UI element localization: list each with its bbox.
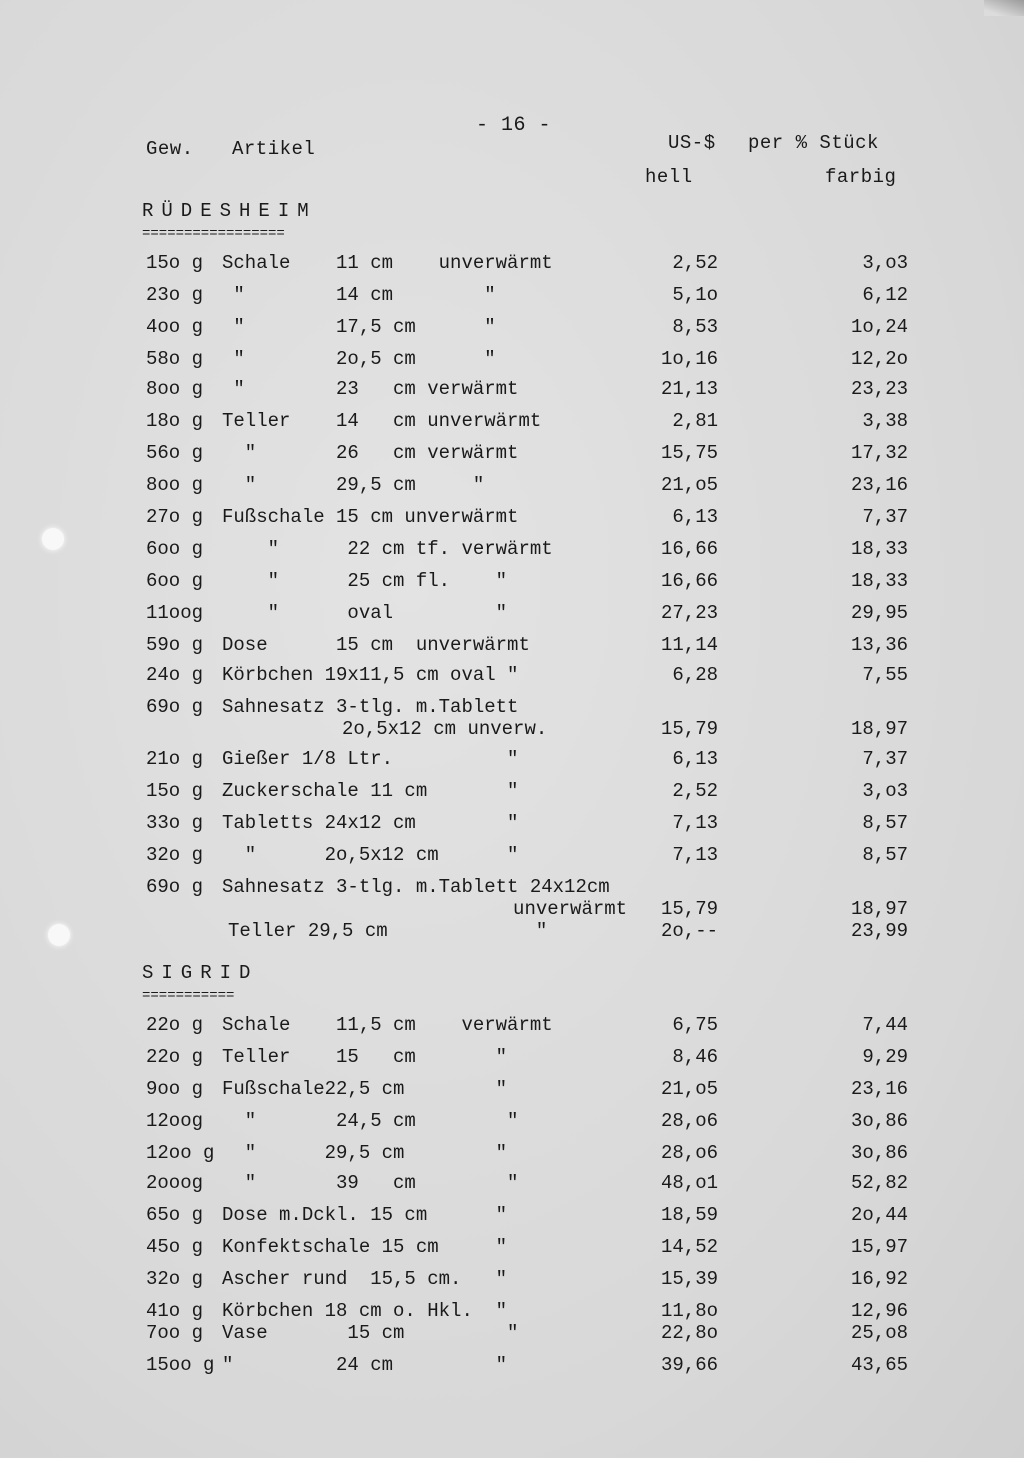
page-number: - 16 - [476, 114, 552, 137]
price-colored-cell: 6,12 [862, 284, 908, 306]
article-cell: Fußschale22,5 cm " [222, 1078, 508, 1100]
price-colored-cell: 23,23 [850, 378, 908, 400]
price-colored-cell: 8,57 [862, 844, 908, 866]
weight-cell: 7oo g [146, 1322, 204, 1344]
article-cell: Dose 15 cm unverwärmt [222, 634, 530, 656]
article-cell: Sahnesatz 3-tlg. m.Tablett [222, 696, 519, 718]
weight-cell: 15o g [146, 252, 204, 274]
weight-cell: 27o g [146, 506, 204, 528]
price-colored-cell: 13,36 [850, 634, 908, 656]
price-colored-cell: 18,97 [850, 898, 908, 920]
article-cell: Dose m.Dckl. 15 cm " [222, 1204, 508, 1226]
price-colored-cell: 23,16 [850, 474, 908, 496]
article-cell: Körbchen 19x11,5 cm oval " [222, 664, 519, 686]
section-title: RÜDESHEIM [142, 200, 317, 222]
price-colored-cell: 12,2o [850, 348, 908, 370]
price-light-cell: 8,53 [672, 316, 718, 338]
price-colored-cell: 43,65 [850, 1354, 908, 1376]
article-cell: " 2o,5x12 cm " [222, 844, 519, 866]
weight-cell: 41o g [146, 1300, 204, 1322]
article-cell: " 26 cm verwärmt [222, 442, 519, 464]
article-cell: Zuckerschale 11 cm " [222, 780, 519, 802]
price-light-cell: 21,o5 [660, 474, 718, 496]
price-light-cell: 22,8o [660, 1322, 718, 1344]
weight-cell: 4oo g [146, 316, 204, 338]
price-light-cell: 7,13 [672, 812, 718, 834]
price-light-cell: 6,13 [672, 506, 718, 528]
price-colored-cell: 12,96 [850, 1300, 908, 1322]
price-colored-cell: 3,38 [862, 410, 908, 432]
price-light-cell: 7,13 [672, 844, 718, 866]
price-light-cell: 39,66 [660, 1354, 718, 1376]
price-light-cell: 21,13 [660, 378, 718, 400]
price-colored-cell: 23,16 [850, 1078, 908, 1100]
header-currency: US-$ [668, 132, 716, 154]
weight-cell: 8oo g [146, 378, 204, 400]
price-colored-cell: 1o,24 [850, 316, 908, 338]
weight-cell: 15oo g [146, 1354, 215, 1376]
price-light-cell: 15,79 [660, 898, 718, 920]
price-light-cell: 28,o6 [660, 1142, 718, 1164]
article-cell: Sahnesatz 3-tlg. m.Tablett 24x12cm [222, 876, 610, 898]
weight-cell: 6oo g [146, 570, 204, 592]
article-cell: " 39 cm " [222, 1172, 519, 1194]
article-cell: Ascher rund 15,5 cm. " [222, 1268, 508, 1290]
article-cell: " 23 cm verwärmt [222, 378, 519, 400]
weight-cell: 33o g [146, 812, 204, 834]
article-cell: " 29,5 cm " [222, 1142, 508, 1164]
article-cell: Fußschale 15 cm unverwärmt [222, 506, 519, 528]
header-article: Artikel [232, 138, 316, 160]
price-light-cell: 2,52 [672, 780, 718, 802]
section-title: SIGRID [142, 962, 259, 984]
weight-cell: 32o g [146, 1268, 204, 1290]
weight-cell: 58o g [146, 348, 204, 370]
weight-cell: 69o g [146, 696, 204, 718]
header-per-unit: per % Stück [748, 132, 879, 154]
article-cell: " 2o,5 cm " [222, 348, 496, 370]
weight-cell: 32o g [146, 844, 204, 866]
price-colored-cell: 9,29 [862, 1046, 908, 1068]
price-light-cell: 48,o1 [660, 1172, 718, 1194]
price-light-cell: 21,o5 [660, 1078, 718, 1100]
weight-cell: 6oo g [146, 538, 204, 560]
price-light-cell: 6,75 [672, 1014, 718, 1036]
price-light-cell: 1o,16 [660, 348, 718, 370]
price-light-cell: 6,28 [672, 664, 718, 686]
weight-cell: 56o g [146, 442, 204, 464]
article-cell: Schale 11,5 cm verwärmt [222, 1014, 553, 1036]
header-colored: farbig [825, 166, 897, 188]
article-cell: Körbchen 18 cm o. Hkl. " [222, 1300, 508, 1322]
price-colored-cell: 18,33 [850, 538, 908, 560]
article-cell: " 29,5 cm " [222, 474, 485, 496]
article-cell: " oval " [222, 602, 508, 624]
article-cell: " 17,5 cm " [222, 316, 496, 338]
price-light-cell: 5,1o [672, 284, 718, 306]
price-colored-cell: 7,44 [862, 1014, 908, 1036]
weight-cell: 22o g [146, 1046, 204, 1068]
weight-cell: 45o g [146, 1236, 204, 1258]
weight-cell: 22o g [146, 1014, 204, 1036]
price-colored-cell: 29,95 [850, 602, 908, 624]
price-colored-cell: 7,55 [862, 664, 908, 686]
article-cell: " 24 cm " [222, 1354, 508, 1376]
article-cell: Vase 15 cm " [222, 1322, 519, 1344]
price-colored-cell: 16,92 [850, 1268, 908, 1290]
price-colored-cell: 17,32 [850, 442, 908, 464]
article-cell: " 25 cm fl. " [222, 570, 508, 592]
article-cell: Teller 14 cm unverwärmt [222, 410, 542, 432]
weight-cell: 65o g [146, 1204, 204, 1226]
price-colored-cell: 18,97 [850, 718, 908, 740]
price-light-cell: 18,59 [660, 1204, 718, 1226]
article-cell: Gießer 1/8 Ltr. " [222, 748, 519, 770]
price-colored-cell: 7,37 [862, 506, 908, 528]
weight-cell: 12oog [146, 1110, 204, 1132]
price-light-cell: 2o,-- [660, 920, 718, 942]
header-light: hell [645, 166, 693, 188]
punch-hole [48, 924, 70, 946]
price-light-cell: 16,66 [660, 570, 718, 592]
price-colored-cell: 15,97 [850, 1236, 908, 1258]
article-cell: 2o,5x12 cm unverw. [228, 718, 548, 740]
punch-hole [42, 528, 64, 550]
price-colored-cell: 3o,86 [850, 1110, 908, 1132]
section-underline: ================= [142, 226, 285, 242]
price-light-cell: 15,79 [660, 718, 718, 740]
header-weight: Gew. [146, 138, 194, 160]
article-cell: " 24,5 cm " [222, 1110, 519, 1132]
price-colored-cell: 7,37 [862, 748, 908, 770]
price-light-cell: 14,52 [660, 1236, 718, 1258]
article-cell: Tabletts 24x12 cm " [222, 812, 519, 834]
section-underline: =========== [142, 988, 235, 1004]
price-light-cell: 15,39 [660, 1268, 718, 1290]
article-cell: Teller 15 cm " [222, 1046, 508, 1068]
price-colored-cell: 3,o3 [862, 780, 908, 802]
weight-cell: 23o g [146, 284, 204, 306]
price-colored-cell: 25,o8 [850, 1322, 908, 1344]
price-colored-cell: 8,57 [862, 812, 908, 834]
weight-cell: 59o g [146, 634, 204, 656]
weight-cell: 8oo g [146, 474, 204, 496]
price-colored-cell: 23,99 [850, 920, 908, 942]
article-cell: " 22 cm tf. verwärmt [222, 538, 553, 560]
price-light-cell: 8,46 [672, 1046, 718, 1068]
article-cell: Konfektschale 15 cm " [222, 1236, 508, 1258]
weight-cell: 18o g [146, 410, 204, 432]
price-light-cell: 6,13 [672, 748, 718, 770]
price-colored-cell: 52,82 [850, 1172, 908, 1194]
price-light-cell: 28,o6 [660, 1110, 718, 1132]
price-colored-cell: 2o,44 [850, 1204, 908, 1226]
weight-cell: 12oo g [146, 1142, 215, 1164]
article-cell: Teller 29,5 cm " [228, 920, 548, 942]
weight-cell: 2ooog [146, 1172, 204, 1194]
article-cell: Schale 11 cm unverwärmt [222, 252, 553, 274]
weight-cell: 69o g [146, 876, 204, 898]
weight-cell: 21o g [146, 748, 204, 770]
price-colored-cell: 3o,86 [850, 1142, 908, 1164]
weight-cell: 11oog [146, 602, 204, 624]
folded-corner [984, 0, 1024, 16]
price-light-cell: 27,23 [660, 602, 718, 624]
weight-cell: 15o g [146, 780, 204, 802]
weight-cell: 24o g [146, 664, 204, 686]
price-light-cell: 16,66 [660, 538, 718, 560]
weight-cell: 9oo g [146, 1078, 204, 1100]
article-cell: " 14 cm " [222, 284, 496, 306]
price-light-cell: 2,81 [672, 410, 718, 432]
price-colored-cell: 18,33 [850, 570, 908, 592]
price-light-cell: 15,75 [660, 442, 718, 464]
article-cell: unverwärmt [228, 898, 628, 920]
price-light-cell: 11,8o [660, 1300, 718, 1322]
price-light-cell: 11,14 [660, 634, 718, 656]
price-light-cell: 2,52 [672, 252, 718, 274]
price-colored-cell: 3,o3 [862, 252, 908, 274]
